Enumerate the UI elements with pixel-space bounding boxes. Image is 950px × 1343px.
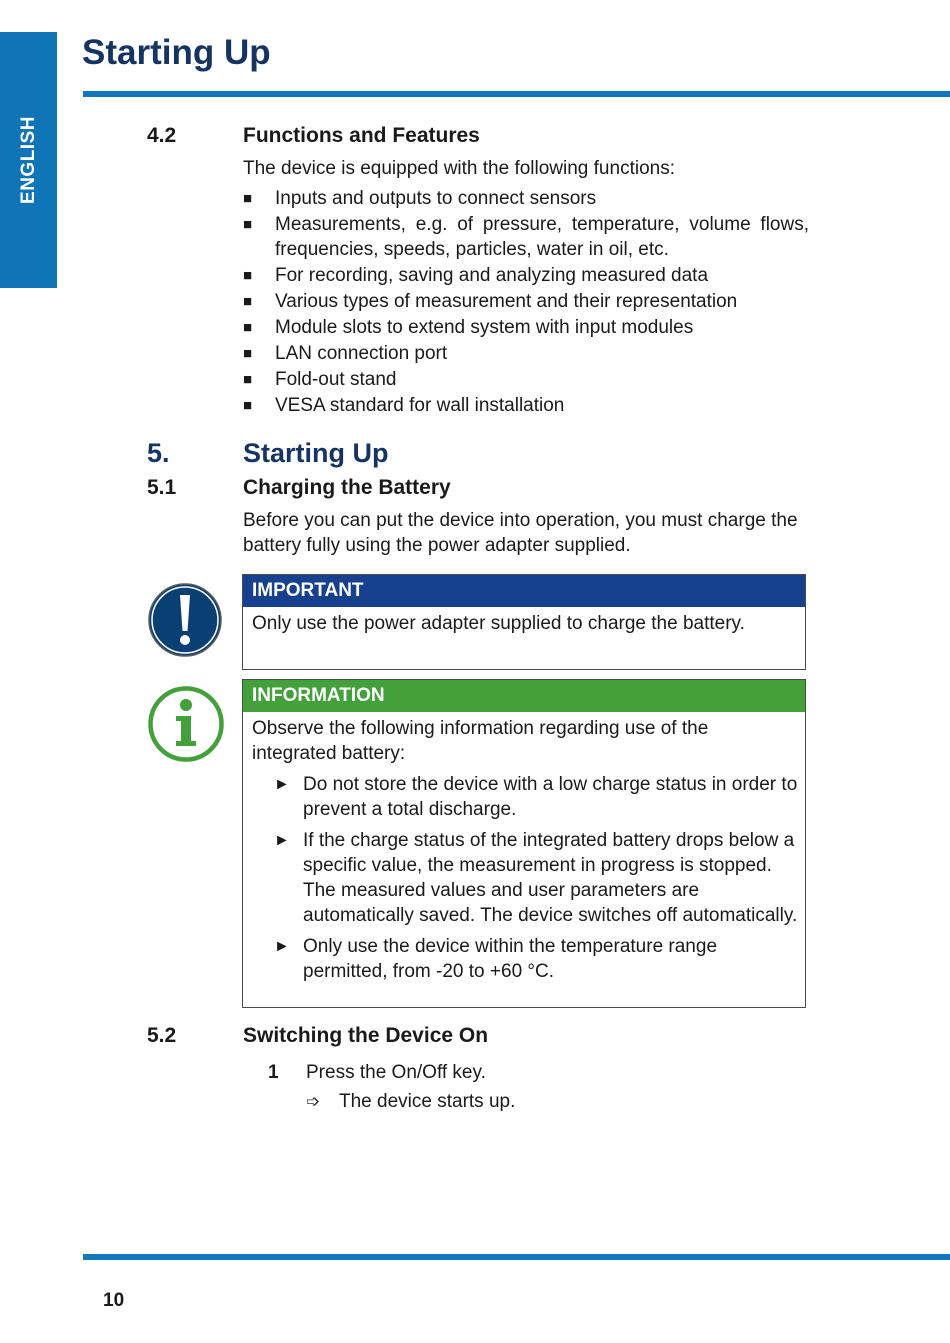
important-notice — [242, 574, 806, 670]
square-bullet-icon: ■ — [243, 345, 253, 362]
result-text: The device starts up. — [339, 1091, 516, 1112]
language-tab — [0, 32, 57, 288]
section-title-5-1: Charging the Battery — [243, 476, 451, 499]
list-item: ■ Module slots to extend system with input modules — [243, 317, 694, 338]
list-item: ■ Various types of measurement and their representation — [243, 291, 738, 312]
page-number: 10 — [103, 1290, 125, 1311]
section-text-5-1: Before you can put the device into operation, you must charge the battery fully using the power adapter supplied. — [243, 510, 798, 556]
information-intro: Observe the following information regarding use of the integrated battery: — [252, 718, 709, 764]
square-bullet-icon: ■ — [243, 293, 253, 310]
step-number: 1 — [268, 1062, 279, 1083]
square-bullet-icon: ■ — [243, 216, 253, 233]
information-notice — [242, 679, 806, 1008]
header-rule — [83, 91, 950, 97]
section-title-5: Starting Up — [243, 438, 389, 468]
step-text: Press the On/Off key. — [306, 1062, 486, 1083]
page-title: Starting Up — [82, 33, 271, 72]
list-item: ► Do not store the device with a low charge status in order to prevent a total discharge. — [274, 774, 798, 820]
square-bullet-icon: ■ — [243, 319, 253, 336]
important-label: IMPORTANT — [243, 575, 805, 607]
list-item: ■ Measurements, e.g. of pressure, temperature, volume flows, frequencies, speeds, particles, water in oil, etc. — [243, 214, 809, 260]
footer-rule — [83, 1254, 950, 1260]
information-label: INFORMATION — [243, 680, 805, 712]
list-item: ■ LAN connection port — [243, 343, 448, 364]
triangle-bullet-icon: ► — [274, 938, 290, 955]
section-number-5-2: 5.2 — [147, 1024, 177, 1047]
section-intro-4-2: The device is equipped with the following functions: — [243, 158, 675, 179]
list-item: ■ Inputs and outputs to connect sensors — [243, 188, 597, 209]
information-list — [243, 772, 805, 984]
section-number-4-2: 4.2 — [147, 124, 177, 147]
list-item: ■ For recording, saving and analyzing measured data — [243, 265, 709, 286]
list-item: ► If the charge status of the integrated battery drops below a specific value, the measurement in progress is stopped. The measured values and user parameters are automatically saved. The device switches off automatically. — [274, 830, 798, 926]
result-arrow-icon: ➩ — [306, 1092, 321, 1111]
section-title-4-2: Functions and Features — [243, 124, 480, 147]
list-item: ■ VESA standard for wall installation — [243, 395, 565, 416]
list-item: ► Only use the device within the temperature range permitted, from -20 to +60 °C. — [274, 936, 718, 982]
square-bullet-icon: ■ — [243, 397, 253, 414]
language-label: ENGLISH — [17, 116, 39, 204]
square-bullet-icon: ■ — [243, 190, 253, 207]
info-icon — [147, 685, 225, 763]
triangle-bullet-icon: ► — [274, 776, 290, 793]
triangle-bullet-icon: ► — [274, 832, 290, 849]
exclamation-icon — [147, 582, 223, 658]
step-1 — [268, 1062, 486, 1084]
square-bullet-icon: ■ — [243, 267, 253, 284]
square-bullet-icon: ■ — [243, 371, 253, 388]
important-text: Only use the power adapter supplied to charge the battery. — [252, 613, 745, 634]
section-number-5-1: 5.1 — [147, 476, 177, 499]
features-list — [243, 186, 809, 419]
section-number-5: 5. — [147, 438, 170, 468]
section-title-5-2: Switching the Device On — [243, 1024, 489, 1047]
step-result — [306, 1091, 515, 1113]
list-item: ■ Fold-out stand — [243, 369, 397, 390]
